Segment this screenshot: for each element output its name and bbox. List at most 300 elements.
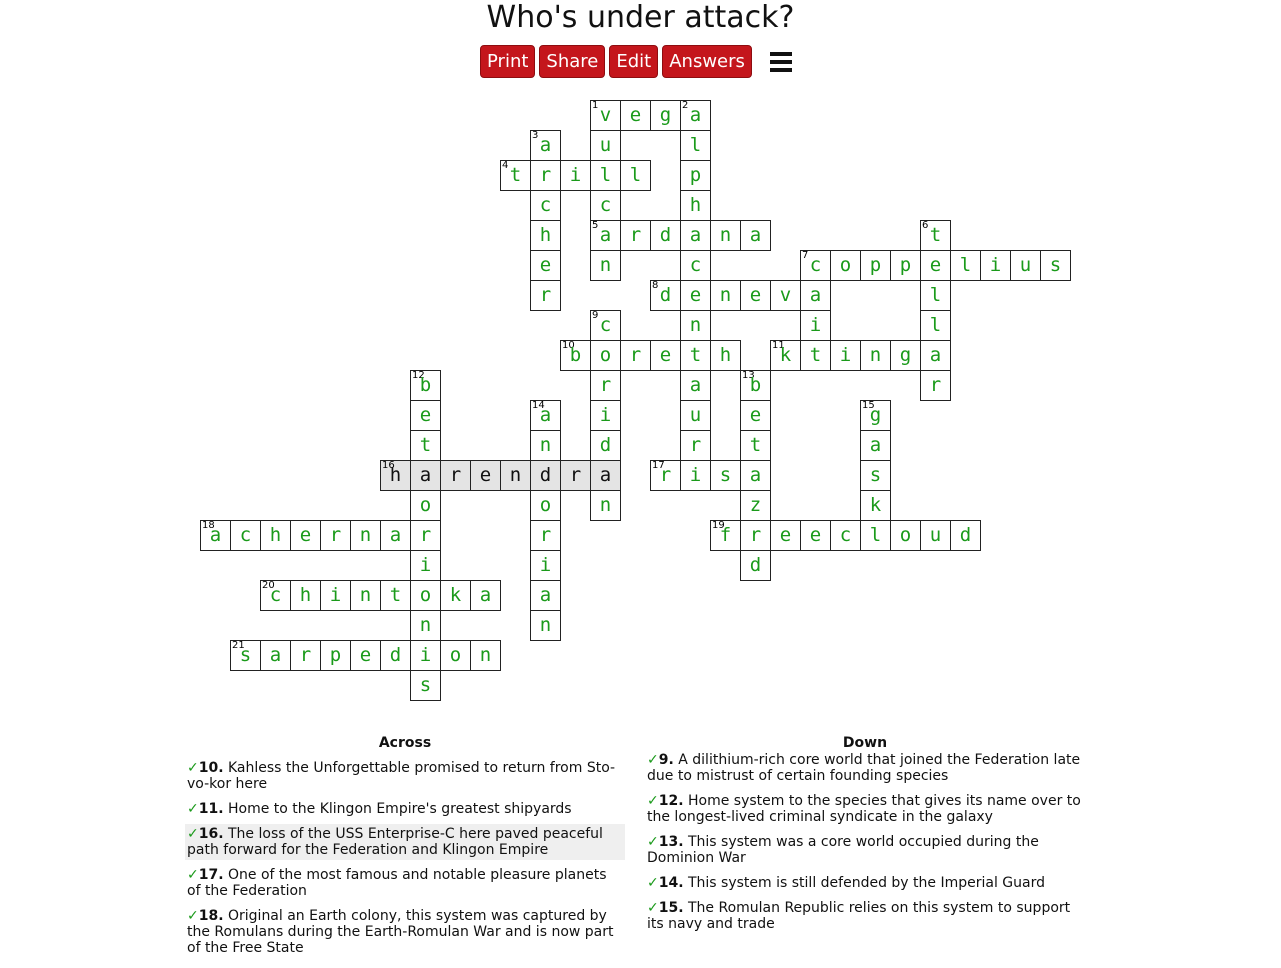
- grid-cell[interactable]: [530, 130, 561, 161]
- grid-cell[interactable]: [830, 520, 861, 551]
- cell-letter: o: [599, 344, 612, 366]
- grid-cell[interactable]: [590, 130, 621, 161]
- cell-letter: e: [689, 284, 702, 306]
- grid-cell[interactable]: [200, 520, 231, 551]
- cell-letter: r: [629, 344, 642, 366]
- cell-letter: a: [539, 404, 552, 426]
- grid-cell[interactable]: [590, 100, 621, 131]
- grid-cell[interactable]: [410, 400, 441, 431]
- grid-cell[interactable]: [560, 340, 591, 371]
- clue-number: 7: [802, 250, 809, 261]
- clue-item[interactable]: [185, 758, 625, 794]
- cell-letter: e: [749, 284, 762, 306]
- grid-cell[interactable]: [530, 430, 561, 461]
- cell-letter: a: [689, 104, 702, 126]
- cell-letter: e: [299, 524, 312, 546]
- grid-cell[interactable]: [920, 370, 951, 401]
- cell-letter: s: [419, 674, 432, 696]
- grid-cell[interactable]: [680, 220, 711, 251]
- cell-letter: r: [689, 434, 702, 456]
- grid-cell[interactable]: [920, 310, 951, 341]
- cell-letter: h: [389, 464, 402, 486]
- grid-cell[interactable]: [680, 130, 711, 161]
- grid-cell[interactable]: [830, 250, 861, 281]
- grid-cell[interactable]: [860, 250, 891, 281]
- across-heading: Across: [378, 735, 432, 751]
- grid-cell[interactable]: [650, 460, 681, 491]
- cell-letter: t: [929, 224, 942, 246]
- grid-cell[interactable]: [800, 520, 831, 551]
- cell-letter: o: [839, 254, 852, 276]
- cell-letter: b: [569, 344, 582, 366]
- grid-cell[interactable]: [860, 520, 891, 551]
- grid-cell[interactable]: [620, 340, 651, 371]
- checkmark-icon: ✓: [187, 867, 199, 883]
- cell-letter: c: [239, 524, 252, 546]
- grid-cell[interactable]: [710, 520, 741, 551]
- cell-letter: e: [749, 404, 762, 426]
- checkmark-icon: ✓: [187, 760, 199, 776]
- print-button[interactable]: Print: [480, 45, 535, 78]
- cell-letter: b: [749, 374, 762, 396]
- grid-cell[interactable]: [410, 430, 441, 461]
- grid-cell[interactable]: [530, 400, 561, 431]
- cell-letter: p: [689, 164, 702, 186]
- grid-cell[interactable]: [590, 220, 621, 251]
- share-button[interactable]: Share: [539, 45, 605, 78]
- grid-cell[interactable]: [920, 220, 951, 251]
- clue-number: 17.: [198, 867, 224, 883]
- cell-letter: t: [509, 164, 522, 186]
- grid-cell[interactable]: [1010, 250, 1041, 281]
- cell-letter: r: [329, 524, 342, 546]
- clue-item[interactable]: [645, 832, 1085, 868]
- clue-item[interactable]: [185, 799, 625, 819]
- grid-cell[interactable]: [740, 550, 771, 581]
- grid-cell[interactable]: [710, 220, 741, 251]
- grid-cell[interactable]: [890, 340, 921, 371]
- edit-button[interactable]: Edit: [609, 45, 658, 78]
- grid-cell[interactable]: [590, 250, 621, 281]
- clue-number: 10.: [198, 760, 224, 776]
- grid-cell[interactable]: [290, 580, 321, 611]
- cell-letter: k: [869, 494, 882, 516]
- grid-cell[interactable]: [860, 430, 891, 461]
- checkmark-icon: ✓: [647, 834, 659, 850]
- grid-cell[interactable]: [860, 460, 891, 491]
- grid-cell[interactable]: [410, 520, 441, 551]
- clue-number: 6: [922, 220, 929, 231]
- cell-letter: v: [779, 284, 792, 306]
- clue-number: 10: [562, 340, 575, 351]
- cell-letter: p: [329, 644, 342, 666]
- cell-letter: d: [749, 554, 762, 576]
- cell-letter: u: [1019, 254, 1032, 276]
- cell-letter: r: [539, 284, 552, 306]
- cell-letter: l: [689, 134, 702, 156]
- cell-letter: u: [929, 524, 942, 546]
- down-clue-list[interactable]: [645, 750, 1085, 968]
- grid-cell[interactable]: [440, 640, 471, 671]
- cell-letter: i: [539, 554, 552, 576]
- cell-letter: o: [419, 584, 432, 606]
- grid-cell[interactable]: [530, 580, 561, 611]
- grid-cell[interactable]: [500, 460, 531, 491]
- grid-cell[interactable]: [560, 160, 591, 191]
- grid-cell[interactable]: [800, 250, 831, 281]
- grid-cell[interactable]: [290, 520, 321, 551]
- clue-number: 21: [232, 640, 245, 651]
- grid-cell[interactable]: [590, 460, 621, 491]
- grid-cell[interactable]: [1040, 250, 1071, 281]
- grid-cell[interactable]: [680, 460, 711, 491]
- cell-letter: a: [599, 464, 612, 486]
- grid-cell[interactable]: [860, 490, 891, 521]
- cell-letter: g: [899, 344, 912, 366]
- cell-letter: d: [389, 644, 402, 666]
- grid-cell[interactable]: [920, 280, 951, 311]
- grid-cell[interactable]: [470, 580, 501, 611]
- cell-letter: l: [599, 164, 612, 186]
- grid-cell[interactable]: [530, 190, 561, 221]
- cell-letter: l: [929, 314, 942, 336]
- grid-cell[interactable]: [650, 100, 681, 131]
- grid-cell[interactable]: [590, 190, 621, 221]
- answers-button[interactable]: Answers: [662, 45, 752, 78]
- clue-text: The loss of the USS Enterprise-C here paved peaceful path forward for the Federation and Klingon Empire: [187, 826, 603, 858]
- cell-letter: r: [539, 524, 552, 546]
- cell-letter: a: [479, 584, 492, 606]
- cell-letter: t: [689, 344, 702, 366]
- grid-cell[interactable]: [410, 550, 441, 581]
- across-clue-list[interactable]: [185, 750, 625, 968]
- grid-cell[interactable]: [440, 580, 471, 611]
- grid-cell[interactable]: [530, 550, 561, 581]
- grid-cell[interactable]: [680, 430, 711, 461]
- cell-letter: c: [839, 524, 852, 546]
- grid-cell[interactable]: [410, 580, 441, 611]
- cell-letter: f: [719, 524, 732, 546]
- cell-letter: r: [749, 524, 762, 546]
- checkmark-icon: ✓: [647, 752, 659, 768]
- grid-cell[interactable]: [380, 580, 411, 611]
- cell-letter: o: [449, 644, 462, 666]
- grid-cell[interactable]: [530, 610, 561, 641]
- clue-number: 15: [862, 400, 875, 411]
- grid-cell[interactable]: [590, 160, 621, 191]
- grid-cell[interactable]: [710, 280, 741, 311]
- grid-cell[interactable]: [590, 370, 621, 401]
- clue-number: 13: [742, 370, 755, 381]
- clue-number: 5: [592, 220, 599, 231]
- cell-letter: i: [809, 314, 822, 336]
- clue-number: 1: [592, 100, 599, 111]
- grid-cell[interactable]: [740, 400, 771, 431]
- grid-cell[interactable]: [620, 100, 651, 131]
- clue-number: 11: [772, 340, 785, 351]
- cell-letter: n: [869, 344, 882, 366]
- grid-cell[interactable]: [380, 640, 411, 671]
- grid-cell[interactable]: [530, 220, 561, 251]
- cell-letter: o: [899, 524, 912, 546]
- grid-cell[interactable]: [800, 280, 831, 311]
- grid-cell[interactable]: [530, 460, 561, 491]
- grid-cell[interactable]: [620, 160, 651, 191]
- cell-letter: a: [689, 374, 702, 396]
- grid-cell[interactable]: [380, 460, 411, 491]
- cell-letter: n: [539, 614, 552, 636]
- grid-cell[interactable]: [530, 280, 561, 311]
- cell-letter: d: [959, 524, 972, 546]
- cell-letter: c: [599, 314, 612, 336]
- grid-cell[interactable]: [740, 490, 771, 521]
- cell-letter: e: [539, 254, 552, 276]
- grid-cell[interactable]: [680, 160, 711, 191]
- cell-letter: r: [539, 164, 552, 186]
- clue-item[interactable]: [645, 750, 1085, 786]
- clue-number: 15.: [658, 900, 684, 916]
- grid-cell[interactable]: [410, 670, 441, 701]
- cell-letter: n: [479, 644, 492, 666]
- cell-letter: s: [1049, 254, 1062, 276]
- cell-letter: u: [599, 134, 612, 156]
- checkmark-icon: ✓: [647, 900, 659, 916]
- cell-letter: r: [419, 524, 432, 546]
- cell-letter: a: [389, 524, 402, 546]
- grid-cell[interactable]: [950, 250, 981, 281]
- grid-cell[interactable]: [650, 220, 681, 251]
- cell-letter: p: [869, 254, 882, 276]
- cell-letter: a: [539, 134, 552, 156]
- cell-letter: e: [929, 254, 942, 276]
- cell-letter: n: [539, 434, 552, 456]
- grid-cell[interactable]: [830, 340, 861, 371]
- cell-letter: n: [359, 584, 372, 606]
- grid-cell[interactable]: [680, 340, 711, 371]
- clue-item[interactable]: [185, 865, 625, 901]
- grid-cell[interactable]: [320, 640, 351, 671]
- grid-cell[interactable]: [320, 580, 351, 611]
- grid-cell[interactable]: [410, 370, 441, 401]
- cell-letter: o: [539, 494, 552, 516]
- checkmark-icon: ✓: [647, 793, 659, 809]
- cell-letter: r: [599, 374, 612, 396]
- grid-cell[interactable]: [920, 250, 951, 281]
- cell-letter: t: [389, 584, 402, 606]
- cell-letter: d: [539, 464, 552, 486]
- cell-letter: g: [659, 104, 672, 126]
- grid-cell[interactable]: [770, 340, 801, 371]
- grid-cell[interactable]: [410, 490, 441, 521]
- grid-cell[interactable]: [320, 520, 351, 551]
- clue-item[interactable]: [645, 898, 1085, 934]
- grid-cell[interactable]: [290, 640, 321, 671]
- cell-letter: e: [629, 104, 642, 126]
- cell-letter: n: [509, 464, 522, 486]
- grid-cell[interactable]: [350, 520, 381, 551]
- cell-letter: i: [599, 404, 612, 426]
- grid-cell[interactable]: [470, 640, 501, 671]
- grid-cell[interactable]: [950, 520, 981, 551]
- grid-cell[interactable]: [470, 460, 501, 491]
- cell-letter: a: [749, 224, 762, 246]
- clue-text: Home system to the species that gives its name over to the longest-lived criminal syndicate in the galaxy: [647, 793, 1081, 825]
- grid-cell[interactable]: [740, 430, 771, 461]
- grid-cell[interactable]: [680, 100, 711, 131]
- clue-number: 12.: [658, 793, 684, 809]
- clue-number: 19: [712, 520, 725, 531]
- grid-cell[interactable]: [380, 520, 411, 551]
- grid-cell[interactable]: [980, 250, 1011, 281]
- cell-letter: n: [419, 614, 432, 636]
- cell-letter: h: [689, 194, 702, 216]
- grid-cell[interactable]: [530, 250, 561, 281]
- cell-letter: r: [659, 464, 672, 486]
- grid-cell[interactable]: [680, 370, 711, 401]
- clue-number: 17: [652, 460, 665, 471]
- cell-letter: n: [719, 284, 732, 306]
- grid-cell[interactable]: [920, 520, 951, 551]
- grid-cell[interactable]: [590, 430, 621, 461]
- grid-cell[interactable]: [680, 190, 711, 221]
- grid-cell[interactable]: [590, 340, 621, 371]
- grid-cell[interactable]: [410, 640, 441, 671]
- grid-cell[interactable]: [740, 370, 771, 401]
- cell-letter: l: [959, 254, 972, 276]
- cell-letter: i: [689, 464, 702, 486]
- checkmark-icon: ✓: [647, 875, 659, 891]
- cell-letter: h: [719, 344, 732, 366]
- grid-cell[interactable]: [740, 280, 771, 311]
- grid-cell[interactable]: [590, 310, 621, 341]
- clue-number: 13.: [658, 834, 684, 850]
- cell-letter: i: [419, 554, 432, 576]
- grid-cell[interactable]: [260, 520, 291, 551]
- grid-cell[interactable]: [260, 580, 291, 611]
- grid-cell[interactable]: [680, 400, 711, 431]
- grid-cell[interactable]: [410, 460, 441, 491]
- cell-letter: c: [809, 254, 822, 276]
- grid-cell[interactable]: [740, 220, 771, 251]
- grid-cell[interactable]: [440, 460, 471, 491]
- grid-cell[interactable]: [530, 520, 561, 551]
- cell-letter: i: [989, 254, 1002, 276]
- cell-letter: d: [659, 224, 672, 246]
- cell-letter: n: [599, 254, 612, 276]
- grid-cell[interactable]: [770, 520, 801, 551]
- cell-letter: l: [929, 284, 942, 306]
- cell-letter: r: [449, 464, 462, 486]
- clue-item[interactable]: [185, 824, 625, 860]
- grid-cell[interactable]: [680, 280, 711, 311]
- cell-letter: u: [689, 404, 702, 426]
- grid-cell[interactable]: [530, 160, 561, 191]
- clue-text: This system was a core world occupied during the Dominion War: [647, 834, 1039, 866]
- down-heading: Down: [842, 735, 888, 751]
- cell-letter: r: [929, 374, 942, 396]
- grid-cell[interactable]: [890, 520, 921, 551]
- clue-number: 18: [202, 520, 215, 531]
- checkmark-icon: ✓: [187, 908, 199, 924]
- cell-letter: p: [899, 254, 912, 276]
- grid-cell[interactable]: [680, 250, 711, 281]
- cell-letter: a: [929, 344, 942, 366]
- cell-letter: e: [419, 404, 432, 426]
- cell-letter: h: [299, 584, 312, 606]
- grid-cell[interactable]: [710, 340, 741, 371]
- cell-letter: l: [629, 164, 642, 186]
- grid-cell[interactable]: [920, 340, 951, 371]
- grid-cell[interactable]: [590, 490, 621, 521]
- cell-letter: d: [599, 434, 612, 456]
- grid-cell[interactable]: [560, 460, 591, 491]
- clue-number: 20: [262, 580, 275, 591]
- cell-letter: t: [749, 434, 762, 456]
- clue-text: Kahless the Unforgettable promised to return from Sto-vo-kor here: [187, 760, 616, 792]
- grid-cell[interactable]: [650, 340, 681, 371]
- cell-letter: e: [809, 524, 822, 546]
- clue-text: One of the most famous and notable pleasure planets of the Federation: [187, 867, 607, 899]
- cell-letter: h: [269, 524, 282, 546]
- cell-letter: r: [569, 464, 582, 486]
- cell-letter: r: [629, 224, 642, 246]
- cell-letter: n: [599, 494, 612, 516]
- grid-cell[interactable]: [740, 520, 771, 551]
- grid-cell[interactable]: [350, 640, 381, 671]
- cell-letter: c: [269, 584, 282, 606]
- clue-number: 16.: [198, 826, 224, 842]
- cell-letter: i: [419, 644, 432, 666]
- cell-letter: t: [809, 344, 822, 366]
- clue-text: Original an Earth colony, this system was captured by the Romulans during the Earth-Romulan War and is now part of the Free State: [187, 908, 614, 956]
- clue-text: Home to the Klingon Empire's greatest shipyards: [223, 801, 572, 817]
- grid-cell[interactable]: [860, 400, 891, 431]
- clue-number: 3: [532, 130, 539, 141]
- cell-letter: a: [869, 434, 882, 456]
- grid-cell[interactable]: [680, 310, 711, 341]
- clue-number: 12: [412, 370, 425, 381]
- grid-cell[interactable]: [260, 640, 291, 671]
- grid-cell[interactable]: [350, 580, 381, 611]
- cell-letter: z: [749, 494, 762, 516]
- grid-cell[interactable]: [590, 400, 621, 431]
- grid-cell[interactable]: [710, 460, 741, 491]
- cell-letter: s: [239, 644, 252, 666]
- grid-cell[interactable]: [410, 610, 441, 641]
- cell-letter: v: [599, 104, 612, 126]
- grid-cell[interactable]: [230, 640, 261, 671]
- cell-letter: r: [299, 644, 312, 666]
- grid-cell[interactable]: [620, 220, 651, 251]
- grid-cell[interactable]: [650, 280, 681, 311]
- clue-item[interactable]: [185, 906, 625, 958]
- grid-cell[interactable]: [500, 160, 531, 191]
- clue-item[interactable]: [645, 791, 1085, 827]
- cell-letter: e: [659, 344, 672, 366]
- grid-cell[interactable]: [890, 250, 921, 281]
- cell-letter: n: [359, 524, 372, 546]
- clue-item[interactable]: [645, 873, 1085, 893]
- grid-cell[interactable]: [740, 460, 771, 491]
- cell-letter: e: [779, 524, 792, 546]
- grid-cell[interactable]: [860, 340, 891, 371]
- grid-cell[interactable]: [770, 280, 801, 311]
- grid-cell[interactable]: [800, 310, 831, 341]
- grid-cell[interactable]: [530, 490, 561, 521]
- grid-cell[interactable]: [800, 340, 831, 371]
- grid-cell[interactable]: [230, 520, 261, 551]
- clue-number: 8: [652, 280, 659, 291]
